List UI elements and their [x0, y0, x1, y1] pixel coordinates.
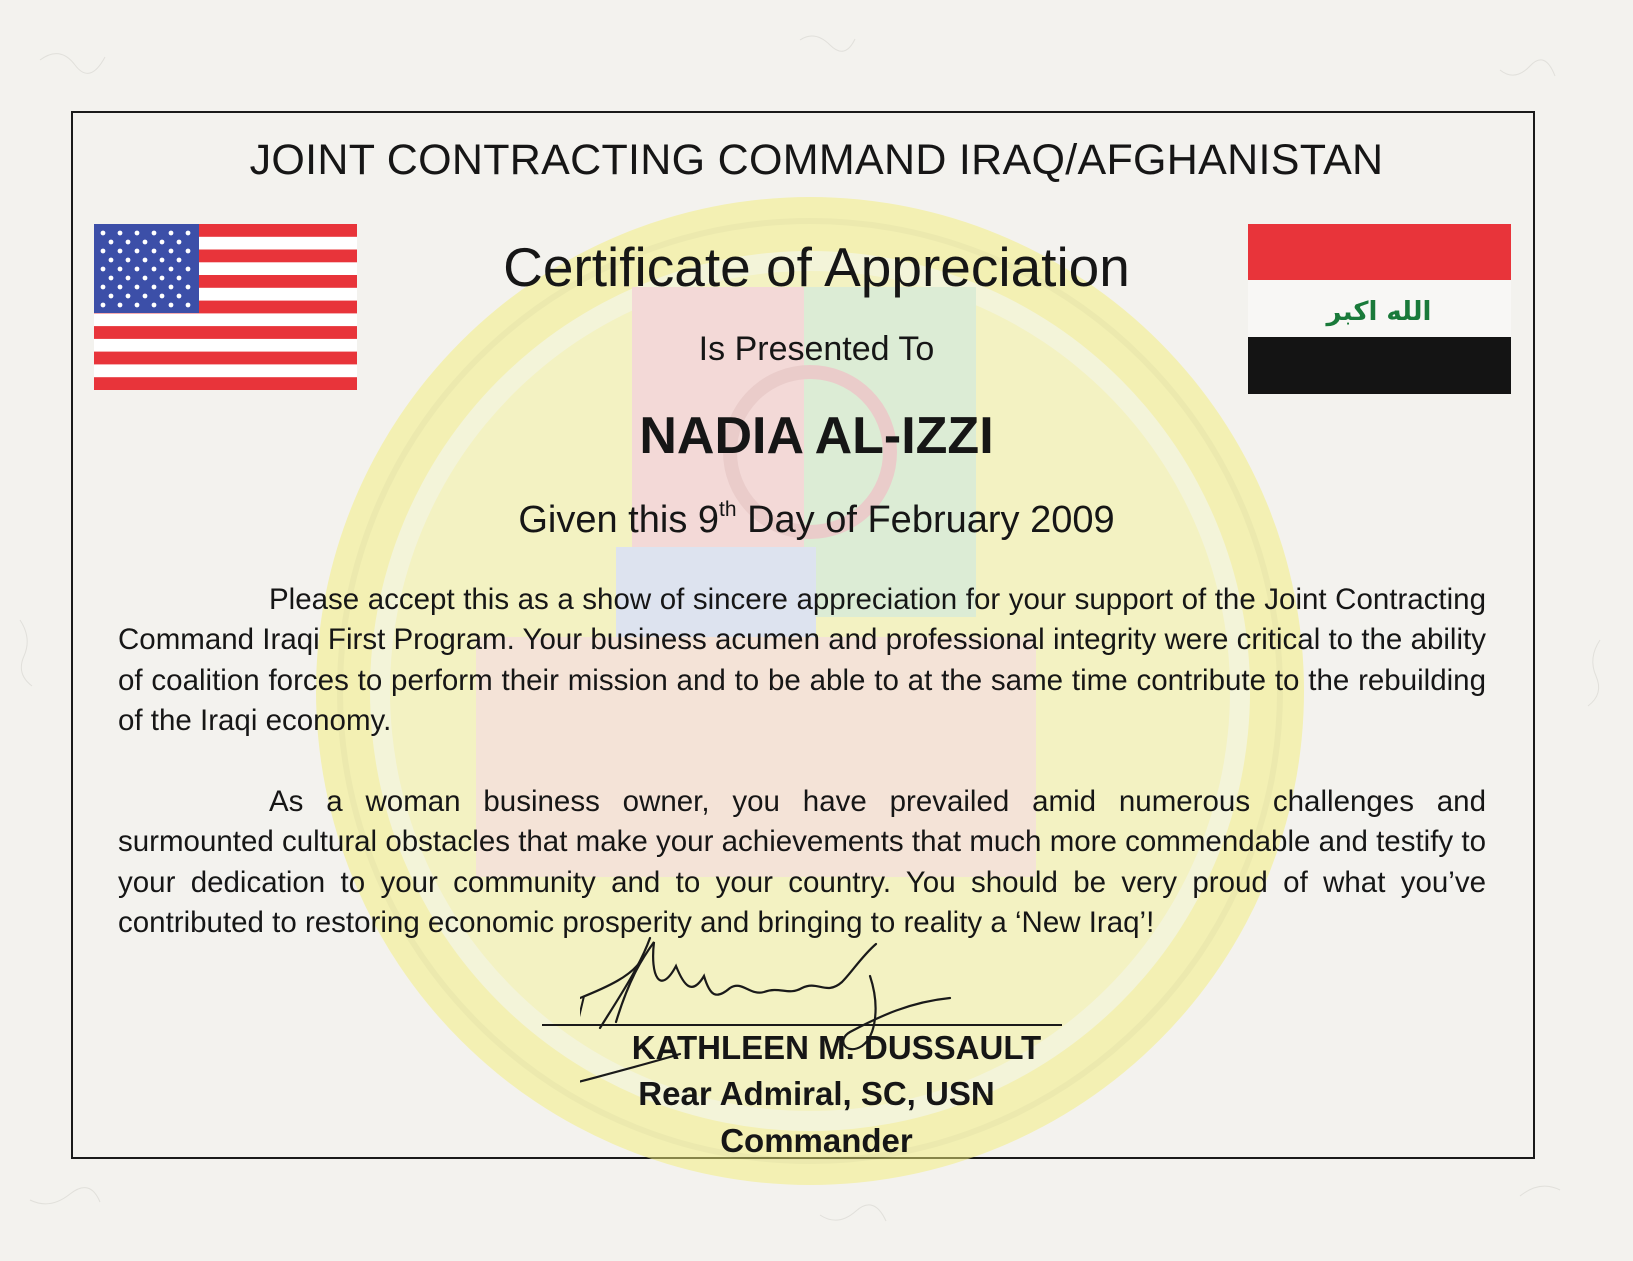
signature-line: [542, 1024, 1062, 1026]
date-ordinal-suffix: th: [719, 498, 737, 521]
iraq-flag-text: الله اكبر: [1326, 297, 1432, 327]
accomplishment-paragraph: As a woman business owner, you have prevailed amid numerous challenges and surmounted cultural obstacles that make your achievements that much more commendable and testify to your dedication to your community and to your country. You should be very proud of what you’ve contributed to restoring economic prosperity and bringing to reality a ‘New Iraq’!: [118, 785, 1486, 939]
organization-heading: JOINT CONTRACTING COMMAND IRAQ/AFGHANISTAN: [249, 136, 1384, 184]
appreciation-paragraph: Please accept this as a show of sincere appreciation for your support of the Joint Contracting Command Iraqi First Program. Your business acumen and professional integrity were critical to the ability of coalition forces to perform their mission and to be able to at the same time contribute to the rebuilding of the Iraqi economy.: [118, 583, 1486, 737]
award-date: [0, 498, 1633, 542]
date-suffix: Day of February 2009: [736, 499, 1115, 541]
date-prefix: Given this 9: [518, 499, 720, 541]
signatory-role: Commander: [720, 1122, 913, 1159]
recipient-name: NADIA AL-IZZI: [639, 407, 994, 465]
presented-to-line: Is Presented To: [698, 330, 935, 368]
signatory-rank: Rear Admiral, SC, USN: [638, 1075, 995, 1112]
certificate-title: Certificate of Appreciation: [503, 236, 1130, 298]
signatory-name: KATHLEEN M. DUSSAULT: [631, 1029, 1042, 1066]
